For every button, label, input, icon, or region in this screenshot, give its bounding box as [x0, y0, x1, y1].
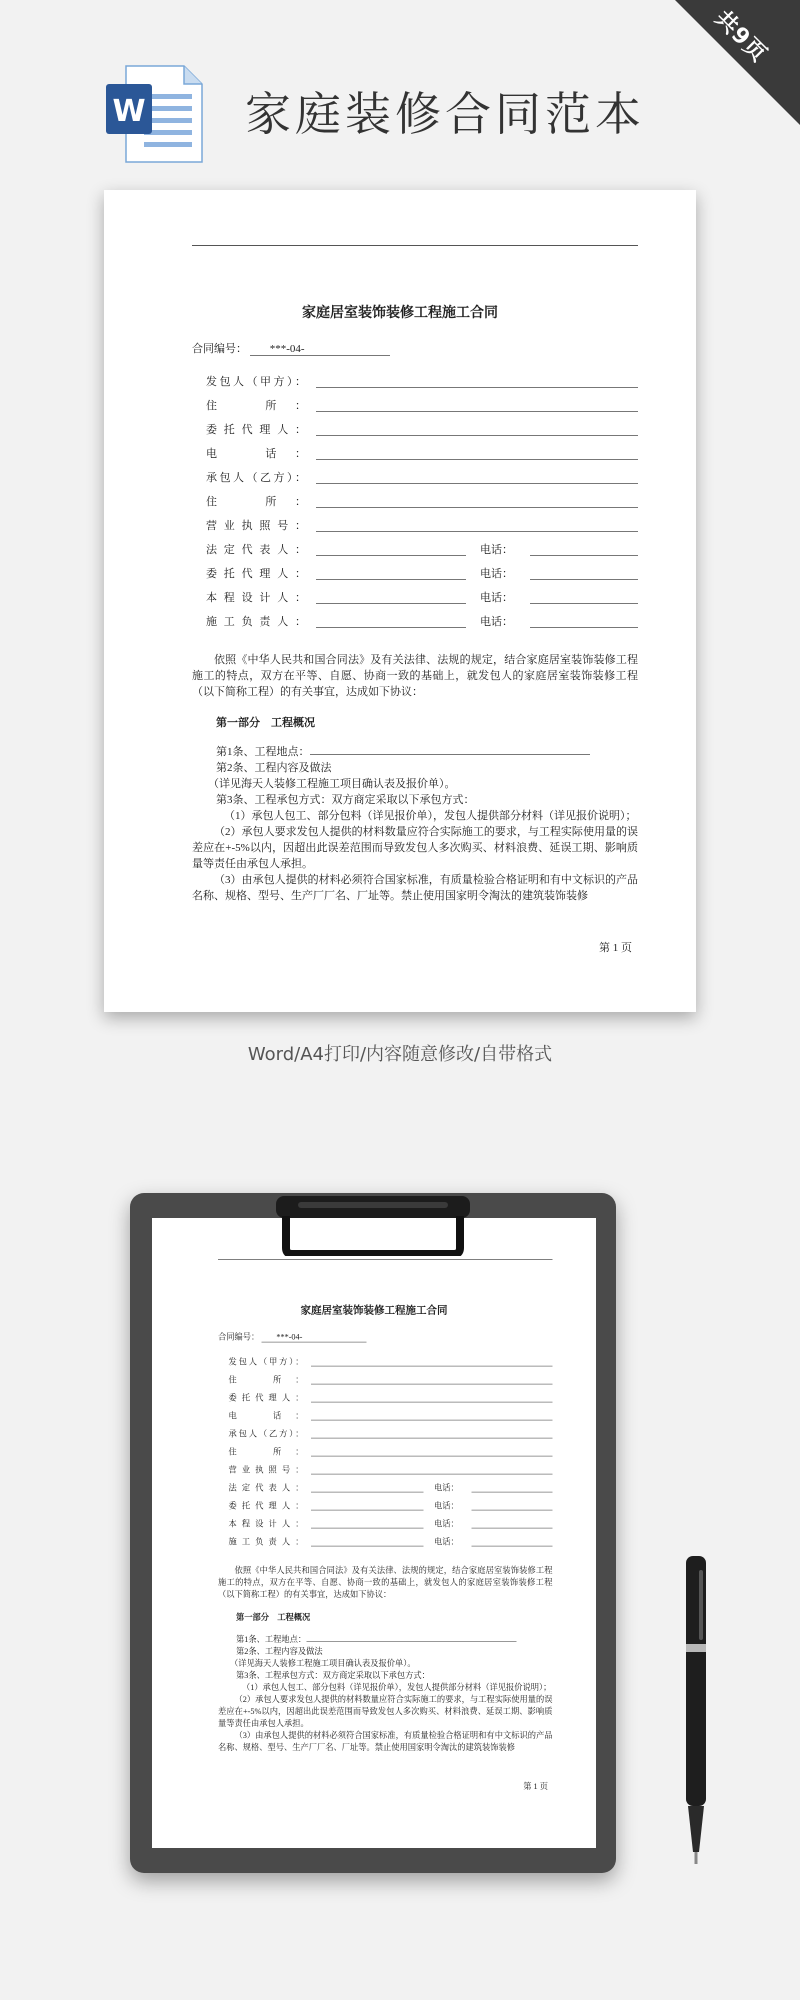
phone-label: 电话： [480, 544, 513, 556]
phone-label: 电话： [480, 592, 513, 604]
document-page [104, 190, 696, 1012]
field-label: 委托代理人： [228, 1393, 304, 1403]
fill-line [472, 1510, 553, 1511]
phone-label: 电话： [434, 1537, 459, 1547]
svg-text:W: W [112, 94, 146, 129]
field-label: 住 所： [206, 400, 306, 412]
phone-label: 电话： [434, 1501, 459, 1511]
fill-line [530, 627, 638, 628]
intro-paragraph: 依照《中华人民共和国合同法》及有关法律、法规的规定，结合家庭居室装饰装修工程施工的特点，双方在平等、自愿、协商一致的基础上，就发包人的家庭居室装饰装修工程（以下简称工程）的有关事宜，达成如下协议： [192, 654, 638, 698]
fill-line [530, 555, 638, 556]
pen-icon [682, 1552, 710, 1868]
caption: Word/A4打印/内容随意修改/自带格式 [247, 1044, 553, 1065]
fill-line [311, 1420, 553, 1421]
phone-label: 电话： [434, 1519, 459, 1529]
clause: （1）承包人包工、部分包料（详见报价单），发包人提供部分材料（详见报价说明）； [242, 1683, 552, 1692]
clause-text: 第1条、工程地点： [216, 746, 310, 758]
fill-line [311, 1510, 424, 1511]
field-label: 住 所： [228, 1375, 304, 1385]
field-label: 住 所： [206, 496, 306, 508]
clause: （2）承包人要求发包人提供的材料数量应符合实际施工的要求，与工程实际使用量的误差应在+-5%以内，因超出此误差范围而导致发包人多次购买、材料浪费、延误工期、影响质量等责任由承包人承担。 [218, 1695, 553, 1728]
phone-label: 电话： [480, 568, 513, 580]
clause: （1）承包人包工、部分包料（详见报价单），发包人提供部分材料（详见报价说明）； [224, 810, 637, 822]
field-label: 发包人（甲方）： [228, 1357, 304, 1367]
page-title: 家庭装修合同范本 [245, 87, 645, 141]
page-count-badge: 共9页 [709, 6, 772, 68]
fill-line [311, 1438, 553, 1439]
fill-line [472, 1492, 553, 1493]
field-label: 电 话： [228, 1411, 304, 1421]
fill-line [311, 1492, 424, 1493]
clause: （3）由承包人提供的材料必须符合国家标准，有质量检验合格证明和有中文标识的产品名称、规格、型号、生产厂厂名、厂址等。禁止使用国家明令淘汰的建筑装饰装修 [218, 1731, 553, 1752]
field-label: 本程设计人： [206, 592, 306, 604]
header-rule [218, 1259, 553, 1260]
clipboard-paper [152, 1218, 596, 1848]
document-page-copy [152, 1218, 596, 1835]
fill-line [316, 603, 466, 604]
section-title: 第一部分 工程概况 [216, 717, 315, 729]
intro-paragraph: 依照《中华人民共和国合同法》及有关法律、法规的规定，结合家庭居室装饰装修工程施工的特点，双方在平等、自愿、协商一致的基础上，就发包人的家庭居室装饰装修工程（以下简称工程）的有关事宜，达成如下协议： [218, 1566, 553, 1599]
fill-line [472, 1546, 553, 1547]
contract-number-value: ***-04- [261, 1333, 366, 1343]
word-doc-icon [104, 64, 204, 164]
field-label: 承包人（乙方）： [228, 1429, 304, 1439]
field-label: 营业执照号： [228, 1465, 304, 1475]
clause: 第3条、工程承包方式：双方商定采取以下承包方式： [216, 794, 475, 806]
clause: 第2条、工程内容及做法 [236, 1647, 323, 1656]
clause: 第2条、工程内容及做法 [216, 762, 332, 774]
clause [218, 1634, 553, 1646]
fill-line [316, 627, 466, 628]
fill-line [311, 1402, 553, 1403]
fill-line [311, 1456, 553, 1457]
field-label: 委托代理人： [206, 424, 306, 436]
fill-line [530, 603, 638, 604]
binder-clip-icon [268, 1194, 478, 1256]
fill-line [530, 579, 638, 580]
contract-number-value: ***-04- [250, 343, 390, 356]
contract-number [218, 1331, 366, 1343]
header-rule [192, 245, 638, 246]
fill-line [316, 387, 638, 388]
clause: （3）由承包人提供的材料必须符合国家标准，有质量检验合格证明和有中文标识的产品名称、规格、型号、生产厂厂名、厂址等。禁止使用国家明令淘汰的建筑装饰装修 [192, 874, 638, 902]
fill-line [311, 1384, 553, 1385]
field-label: 施工负责人： [228, 1537, 304, 1547]
fill-line [311, 1546, 424, 1547]
section-title: 第一部分 工程概况 [236, 1613, 311, 1623]
field-label: 承包人（乙方）： [206, 472, 306, 484]
document-title: 家庭居室装饰装修工程施工合同 [300, 1305, 448, 1317]
field-label: 法定代表人： [206, 544, 306, 556]
field-label: 发包人（甲方）： [206, 376, 306, 388]
field-label: 营业执照号： [206, 520, 306, 532]
fill-line [316, 435, 638, 436]
contract-number [192, 340, 390, 356]
contract-number-label: 合同编号： [192, 343, 247, 355]
fill-line [316, 411, 638, 412]
phone-label: 电话： [480, 616, 513, 628]
clause [192, 744, 638, 760]
fill-line [311, 1528, 424, 1529]
field-label: 施工负责人： [206, 616, 306, 628]
field-label: 住 所： [228, 1447, 304, 1457]
contract-number-label: 合同编号： [218, 1332, 260, 1342]
field-label: 委托代理人： [206, 568, 306, 580]
fill-line [316, 483, 638, 484]
fill-line [316, 531, 638, 532]
fill-line [311, 1474, 553, 1475]
phone-label: 电话： [434, 1483, 459, 1493]
field-label: 委托代理人： [228, 1501, 304, 1511]
fill-line [472, 1528, 553, 1529]
clause: 第3条、工程承包方式：双方商定采取以下承包方式： [236, 1671, 430, 1680]
field-label: 电 话： [206, 448, 306, 460]
fill-line [316, 579, 466, 580]
document-title: 家庭居室装饰装修工程施工合同 [302, 306, 498, 321]
document-preview [104, 190, 696, 1012]
fill-line [316, 555, 466, 556]
clause-text: 第1条、工程地点： [236, 1635, 307, 1644]
clause: （详见海天人装修工程施工项目确认表及报价单）。 [208, 778, 456, 790]
fill-line [316, 459, 638, 460]
page-number: 第 1 页 [523, 1782, 548, 1791]
field-label: 法定代表人： [228, 1483, 304, 1493]
clause: （2）承包人要求发包人提供的材料数量应符合实际施工的要求，与工程实际使用量的误差应在+-5%以内，因超出此误差范围而导致发包人多次购买、材料浪费、延误工期、影响质量等责任由承包人承担。 [192, 826, 638, 870]
clause: （详见海天人装修工程施工项目确认表及报价单）。 [230, 1659, 416, 1668]
fill-line [316, 507, 638, 508]
page-number: 第 1 页 [599, 942, 632, 954]
fill-line [311, 1366, 553, 1367]
field-label: 本程设计人： [228, 1519, 304, 1529]
